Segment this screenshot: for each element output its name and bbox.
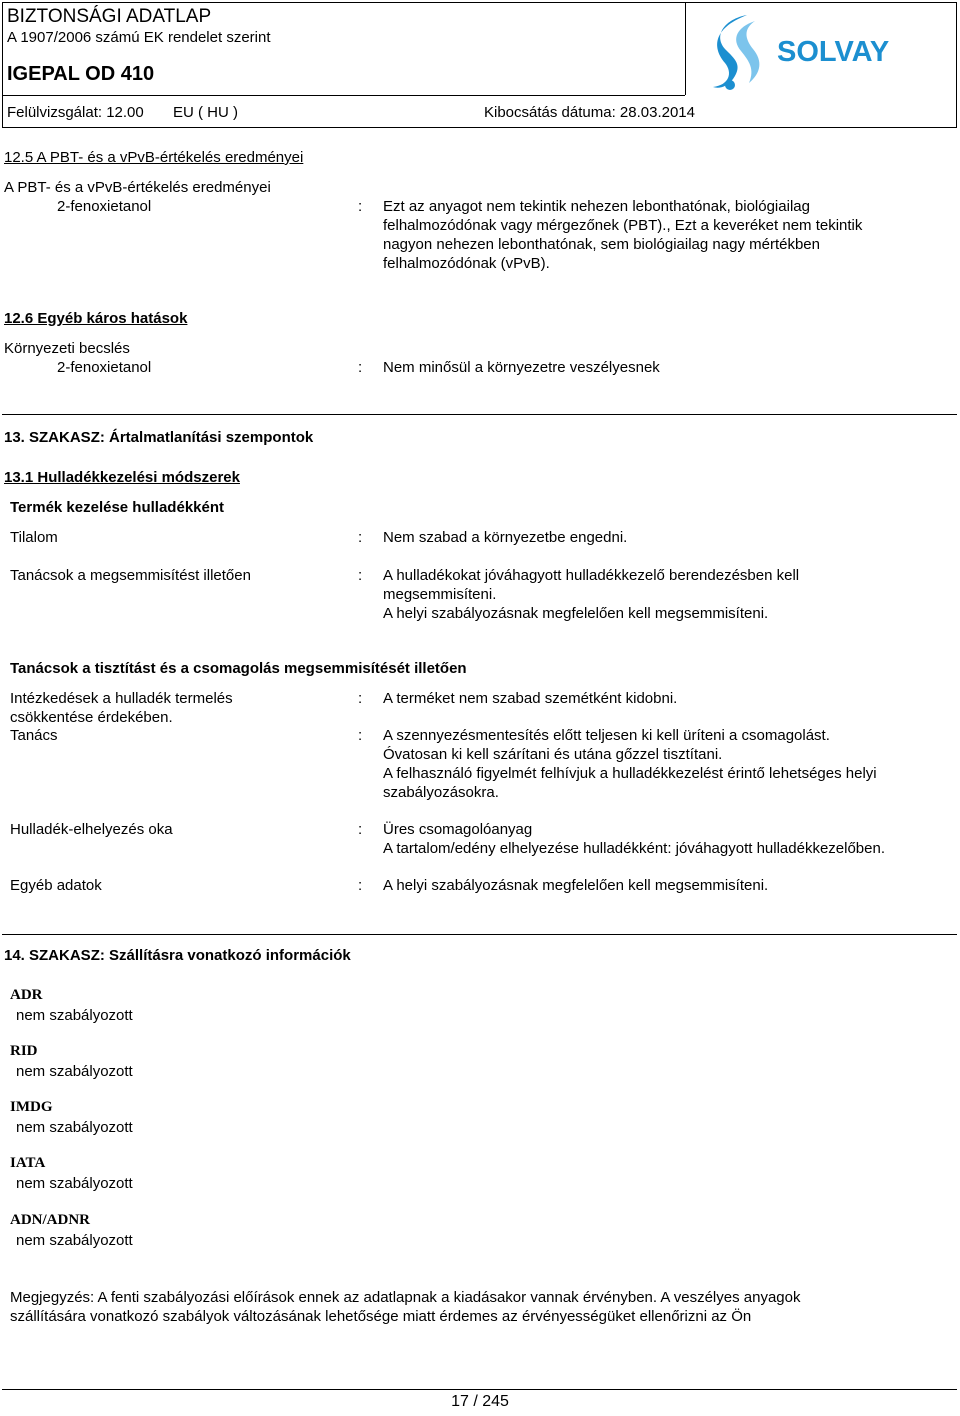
environmental-assessment-subheading: Környezeti becslés xyxy=(4,340,130,357)
document-header xyxy=(2,2,957,128)
transport-value: nem szabályozott xyxy=(16,1175,133,1192)
disposal-advice-colon: : xyxy=(358,567,363,584)
other-info-colon: : xyxy=(358,877,363,894)
product-name: IGEPAL OD 410 xyxy=(7,63,155,85)
transport-note-line: Megjegyzés: A fenti szabályozási előírások ennek az adatlapnak a kiadásakor vannak érvényben. A veszélyes anyagok xyxy=(10,1289,801,1306)
pbt-text-line: Ezt az anyagot nem tekintik nehezen lebonthatónak, biológiailag xyxy=(383,198,810,215)
advice-line: A szennyezésmentesítés előtt teljesen ki kell üríteni a csomagolást. xyxy=(383,727,830,744)
section-13-heading: 13. SZAKASZ: Ártalmatlanítási szempontok xyxy=(4,429,314,446)
page-number: 17 / 245 xyxy=(451,1393,509,1410)
advice-label: Tanács xyxy=(10,727,58,744)
solvay-swirl-icon xyxy=(703,7,953,93)
disposal-advice-line: A helyi szabályozásnak megfelelően kell megsemmisíteni. xyxy=(383,605,769,622)
disposal-reason-line: Üres csomagolóanyag xyxy=(383,821,533,838)
pbt-text-line: felhalmozódónak vagy mérgezőnek (PBT)., Ezt a keveréket nem tekintik xyxy=(383,217,863,234)
section-divider xyxy=(2,934,957,935)
other-info-label: Egyéb adatok xyxy=(10,877,102,894)
disposal-reason-label: Hulladék-elhelyezés oka xyxy=(10,821,173,838)
section-14-heading: 14. SZAKASZ: Szállításra vonatkozó információk xyxy=(4,947,351,964)
assessment-colon: : xyxy=(358,359,363,376)
prohibition-label: Tilalom xyxy=(10,529,58,546)
header-divider-horizontal xyxy=(3,95,685,96)
pbt-substance-label: 2-fenoxietanol xyxy=(57,198,152,215)
pbt-text-line: felhalmozódónak (vPvB). xyxy=(383,255,550,272)
transport-mode-adn: ADN/ADNR xyxy=(10,1212,90,1228)
disposal-reason-colon: : xyxy=(358,821,363,838)
disposal-advice-line: megsemmisíteni. xyxy=(383,586,497,603)
measures-colon: : xyxy=(358,690,363,707)
measures-value: A terméket nem szabad szemétként kidobni. xyxy=(383,690,678,707)
revision-number: Felülvizsgálat: 12.00 xyxy=(7,104,144,121)
svg-text:SOLVAY: SOLVAY xyxy=(777,36,890,68)
packaging-heading: Tanácsok a tisztítást és a csomagolás megsemmisítését illetően xyxy=(10,660,467,677)
section-12-6-heading: 12.6 Egyéb káros hatások xyxy=(4,310,188,327)
disposal-advice-line: A hulladékokat jóváhagyott hulladékkezelő berendezésben kell xyxy=(383,567,800,584)
footer-divider xyxy=(2,1389,957,1390)
pbt-text-line: nagyon nehezen lebonthatónak, sem biológiailag nagy mértékben xyxy=(383,236,820,253)
pbt-colon: : xyxy=(358,198,363,215)
other-info-value: A helyi szabályozásnak megfelelően kell megsemmisíteni. xyxy=(383,877,769,894)
advice-line: A felhasználó figyelmét felhívjuk a hulladékkezelést érintő lehetséges helyi xyxy=(383,765,877,782)
header-divider-vertical xyxy=(685,3,686,95)
document-title: BIZTONSÁGI ADATLAP xyxy=(7,6,212,27)
prohibition-colon: : xyxy=(358,529,363,546)
transport-mode-adr: ADR xyxy=(10,987,43,1003)
solvay-logo xyxy=(703,7,953,93)
advice-line: Óvatosan ki kell szárítani és utána gőzzel tisztítani. xyxy=(383,746,723,763)
assessment-substance-label: 2-fenoxietanol xyxy=(57,359,152,376)
transport-value: nem szabályozott xyxy=(16,1232,133,1249)
disposal-reason-line: A tartalom/edény elhelyezése hulladékként: jóváhagyott hulladékkezelőben. xyxy=(383,840,886,857)
transport-value: nem szabályozott xyxy=(16,1119,133,1136)
advice-line: szabályozásokra. xyxy=(383,784,499,801)
transport-mode-rid: RID xyxy=(10,1043,38,1059)
transport-mode-imdg: IMDG xyxy=(10,1099,53,1115)
measures-label-line: Intézkedések a hulladék termelés xyxy=(10,690,233,707)
section-13-1-heading: 13.1 Hulladékkezelési módszerek xyxy=(4,469,240,486)
section-divider xyxy=(2,414,957,415)
issue-date: Kibocsátás dátuma: 28.03.2014 xyxy=(484,104,695,121)
prohibition-value: Nem szabad a környezetbe engedni. xyxy=(383,529,628,546)
section-12-5-heading: 12.5 A PBT- és a vPvB-értékelés eredményei xyxy=(4,149,304,166)
product-waste-heading: Termék kezelése hulladékként xyxy=(10,499,224,516)
advice-colon: : xyxy=(358,727,363,744)
transport-mode-iata: IATA xyxy=(10,1155,46,1171)
assessment-value: Nem minősül a környezetre veszélyesnek xyxy=(383,359,660,376)
transport-value: nem szabályozott xyxy=(16,1063,133,1080)
section-12-5-subheading: A PBT- és a vPvB-értékelés eredményei xyxy=(4,179,271,196)
measures-label-line: csökkentése érdekében. xyxy=(10,709,173,726)
regulation-line: A 1907/2006 számú EK rendelet szerint xyxy=(7,29,271,46)
locale-label: EU ( HU ) xyxy=(173,104,238,121)
disposal-advice-label: Tanácsok a megsemmisítést illetően xyxy=(10,567,251,584)
transport-note-line: szállítására vonatkozó szabályok változásának lehetősége miatt érdemes az érvényességüket ellenőrizni az Ön xyxy=(10,1308,752,1325)
transport-value: nem szabályozott xyxy=(16,1007,133,1024)
